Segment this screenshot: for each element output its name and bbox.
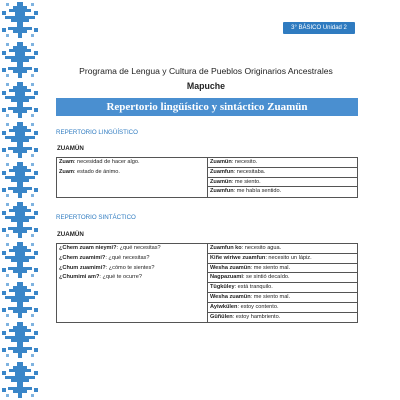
- table-row: Zuam: necesidad de hacer algo.: [59, 159, 140, 165]
- table-row: ¿Chum zuamimi?: ¿cómo te sientes?: [59, 264, 155, 271]
- linguistic-right-column: [207, 158, 357, 197]
- mapuche-pattern-icon: [0, 0, 40, 400]
- culture-name: Mapuche: [186, 81, 226, 91]
- syntactic-left-column: [57, 244, 207, 322]
- linguistic-left-column: [57, 158, 207, 197]
- table-row: Ayiwkülen: estoy contento.: [208, 303, 357, 313]
- linguistic-table: [56, 157, 358, 198]
- table-row: ¿Chem zuamimi?: ¿qué necesitas?: [59, 254, 150, 261]
- table-row: Güñülen: estoy hambriento.: [210, 313, 281, 320]
- table-row: Zuam: estado de ánimo.: [59, 168, 120, 175]
- syntactic-subheading: ZUAMÜN: [57, 231, 84, 238]
- unit-badge: 3° BÁSICO Unidad 2: [283, 22, 355, 34]
- table-row: Kiñe wiriwe zuamfun: necesito un lápiz.: [208, 254, 357, 264]
- table-row: Zuamün: me siento.: [208, 178, 357, 188]
- table-row: Wesha zuamün: me siento mal.: [208, 293, 357, 303]
- table-row: Tügküley: está tranquilo.: [208, 283, 357, 293]
- program-title: Programa de Lengua y Cultura de Pueblos Originarios Ancestrales: [79, 66, 333, 76]
- table-row: ¿Chem zuam nieymi?: ¿qué necesitas?: [59, 245, 161, 251]
- table-row: ¿Chumimi am?: ¿qué te ocurre?: [59, 274, 143, 281]
- table-row: Zuamfun: necesitaba.: [208, 168, 357, 178]
- table-row: Wesha zuamün: me siento mal.: [208, 264, 357, 274]
- syntactic-right-column: [207, 244, 357, 322]
- table-row: Zuamfun: me había sentido.: [210, 188, 282, 195]
- syntactic-table: [56, 243, 358, 323]
- linguistic-heading: REPERTORIO LINGÜÍSTICO: [56, 129, 138, 136]
- section-banner: Repertorio lingüístico y sintáctico Zuamün: [56, 98, 358, 116]
- linguistic-subheading: ZUAMÜN: [57, 145, 84, 152]
- table-row: Zuamün: necesito.: [208, 158, 357, 168]
- table-row: Zuamfun ko: necesito agua.: [208, 244, 357, 254]
- table-row: Nagpazuami: se sintió decaído.: [208, 273, 357, 283]
- syntactic-heading: REPERTORIO SINTÁCTICO: [56, 214, 136, 221]
